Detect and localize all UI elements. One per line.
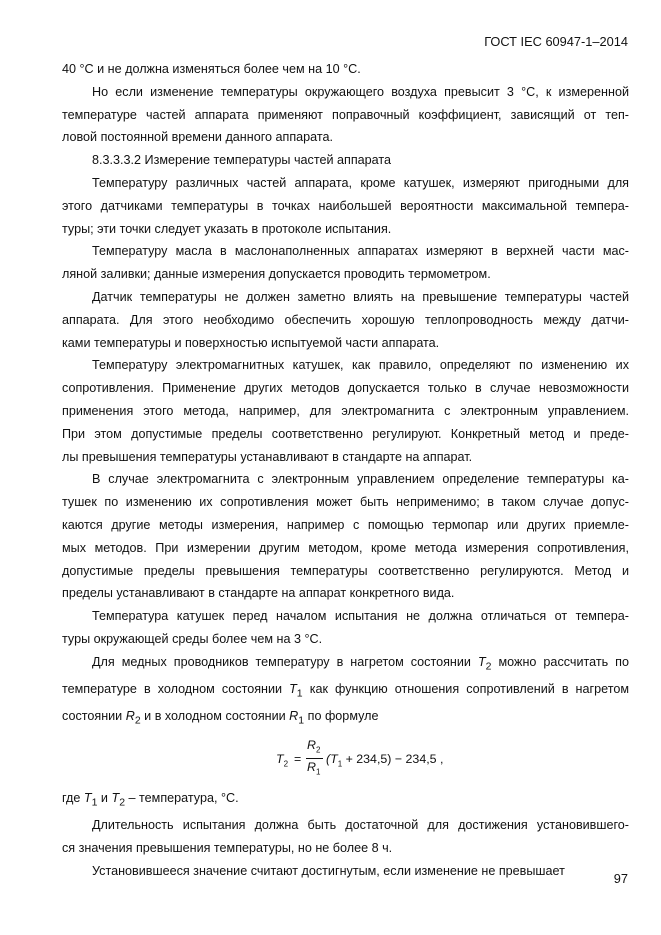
- variable: R: [307, 759, 316, 774]
- text-segment: – температура, °С.: [125, 790, 239, 805]
- subscript: 1: [296, 687, 303, 700]
- text-segment: как функцию отношения сопротивлений в нагретом: [302, 682, 629, 697]
- text-line: ся значения превышения температуры, но не более 8 ч.: [62, 840, 393, 855]
- text-line: Но если изменение температуры окружающего воздуха превысит 3 °С, к измеренной: [92, 84, 629, 99]
- text-line: туры; эти точки следует указать в протоколе испытания.: [62, 221, 392, 236]
- variable: T: [477, 654, 486, 669]
- text-line: сопротивления. Применение других методов допускается только в случае невозможности: [62, 381, 629, 396]
- text-line: туры окружающей среды более чем на 3 °С.: [62, 631, 323, 646]
- formula-intro-line-1: [62, 651, 629, 678]
- subscript: 2: [119, 796, 126, 809]
- text-line: каются другие методы измерения, например с помощью термопар или других приемле-: [62, 517, 629, 532]
- text-line: 8.3.3.3.2 Измерение температуры частей аппарата: [92, 153, 392, 168]
- text-line: Температура катушек перед началом испытания не должна отличаться от темпера-: [92, 609, 629, 624]
- text-line: допустимые пределы превышения температуры соответственно регулируются. Метод и: [62, 563, 629, 578]
- text-segment: и: [97, 790, 112, 805]
- subscript: 2: [283, 759, 289, 769]
- text-segment: Для медных проводников температуру в нагретом состоянии: [92, 654, 478, 669]
- text-line: При этом допустимые пределы соответственно регулируют. Конкретный метод и преде-: [62, 426, 629, 441]
- variable: T: [276, 751, 284, 766]
- text-line: 40 °С и не должна изменяться более чем на 10 °С.: [62, 62, 361, 76]
- tail-paragraphs-block: [62, 814, 629, 882]
- page-body: [62, 58, 629, 882]
- text-line: тушек по изменению их сопротивления может быть неприменимо; в таком случае допус-: [62, 495, 629, 510]
- text-segment: можно рассчитать по: [491, 654, 629, 669]
- formula-numerator: [307, 738, 320, 754]
- text-line: Длительность испытания должна быть достаточной для достижения установившего-: [92, 817, 629, 832]
- where-clause: [62, 787, 629, 814]
- text-line: Установившееся значение считают достигнутым, если изменение не превышает: [92, 863, 565, 878]
- variable: R: [125, 709, 135, 724]
- text-line: В случае электромагнита с электронным управлением определение температуры ка-: [92, 472, 629, 487]
- subscript: 2: [485, 660, 492, 673]
- temperature-formula: [62, 734, 629, 780]
- paragraphs-block: [62, 58, 629, 651]
- text-line: этого датчиками температуры в точках наибольшей вероятности максимальной темпера-: [62, 198, 629, 213]
- text-line: Температуру масла в маслонаполненных аппаратах измеряют в верхней части мас-: [92, 244, 629, 259]
- text-segment: по формуле: [304, 709, 379, 724]
- text-line: ловой постоянной времени данного аппарата.: [62, 130, 334, 145]
- text-line: мых методов. При измерении другим методом, кроме метода измерения сопротивления,: [62, 540, 629, 555]
- document-header: ГОСТ IEC 60947-1–2014: [484, 34, 628, 49]
- formula-equals: =: [294, 751, 302, 766]
- subscript: 2: [134, 714, 141, 727]
- formula-comma: ,: [436, 751, 444, 766]
- subscript: 1: [337, 759, 343, 769]
- subscript: 2: [315, 745, 321, 755]
- subscript: 1: [298, 714, 305, 727]
- text-line: Температуру различных частей аппарата, кроме катушек, измеряют пригодными для: [92, 175, 629, 190]
- text-line: пределы устанавливают в стандарте на аппарат конкретного вида.: [62, 586, 455, 601]
- formula-denominator: [307, 760, 320, 776]
- formula-lhs: [276, 752, 288, 768]
- text-segment: и в холодном состоянии: [140, 709, 290, 724]
- text-line: Датчик температуры не должен заметно влиять на превышение температуры частей: [92, 289, 629, 304]
- text-segment: где: [62, 790, 84, 805]
- text-line: аппарата. Для этого необходимо обеспечить хорошую теплопроводность между датчи-: [62, 312, 629, 327]
- variable: (T: [326, 751, 338, 766]
- text-line: ляной заливки; данные измерения допускается проводить термометром.: [62, 267, 491, 282]
- text-segment: состоянии: [62, 709, 126, 724]
- variable: R: [289, 709, 299, 724]
- variable: R: [307, 737, 316, 752]
- page-number: 97: [613, 871, 628, 886]
- formula-intro-line-2: [62, 678, 629, 705]
- formula-middle: + 234,5) − 234,5: [342, 751, 437, 766]
- text-line: Температуру электромагнитных катушек, как правило, определяют по изменению их: [92, 358, 629, 373]
- variable: T: [111, 790, 120, 805]
- fraction-bar: [306, 758, 323, 759]
- subscript: 1: [315, 767, 321, 777]
- subscript: 1: [91, 796, 98, 809]
- formula-intro-line-3: [62, 705, 629, 732]
- variable: T: [83, 790, 92, 805]
- formula-rhs: [326, 752, 443, 768]
- text-line: применения этого метода, например, для электромагнита с электронным управлением.: [62, 403, 629, 418]
- text-segment: температуре в холодном состоянии: [62, 682, 290, 697]
- text-line: ками температуры и поверхностью испытуемой части аппарата.: [62, 335, 440, 350]
- text-line: температуре частей аппарата применяют поправочный коэффициент, зависящий от теп-: [62, 107, 629, 122]
- variable: T: [289, 682, 297, 697]
- text-line: лы превышения температуры устанавливают в стандарте на аппарат.: [62, 449, 473, 464]
